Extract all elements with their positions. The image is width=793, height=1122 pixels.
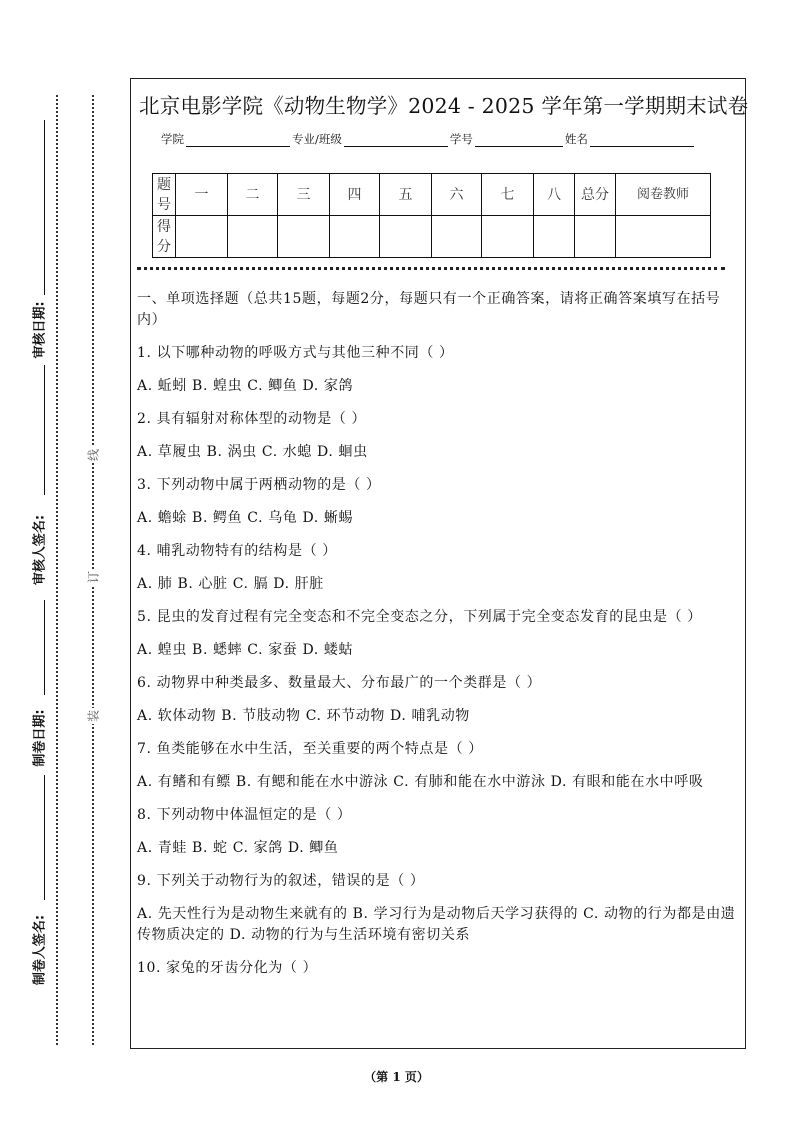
review-date-line (44, 120, 45, 295)
answer-options: A. 草履虫 B. 涡虫 C. 水螅 D. 蛔虫 (137, 444, 368, 460)
make-date-line (44, 600, 45, 695)
answer-options: A. 肺 B. 心脏 C. 膈 D. 肝脏 (137, 576, 324, 592)
row-label-question: 题号 (153, 174, 176, 216)
binding-dotted-line-outer (56, 95, 58, 1045)
field-label-major: 专业/班级 (292, 132, 342, 146)
answer-options: A. 软体动物 B. 节肢动物 C. 环节动物 D. 哺乳动物 (137, 708, 470, 724)
questions-section (137, 289, 741, 991)
make-date-label: 制卷日期: (32, 709, 48, 767)
score-cell[interactable] (380, 216, 432, 258)
answer-options: A. 青蛙 B. 蛇 C. 家鸽 D. 鲫鱼 (137, 840, 339, 856)
col-header: 四 (330, 174, 380, 216)
score-cell[interactable] (278, 216, 330, 258)
major-input[interactable] (344, 132, 448, 147)
score-cell[interactable] (534, 216, 575, 258)
question-text: 7. 鱼类能够在水中生活，至关重要的两个特点是（ ） (137, 741, 483, 757)
field-label-college: 学院 (161, 132, 184, 146)
col-header: 一 (176, 174, 228, 216)
review-date-label: 审核日期: (32, 301, 48, 359)
score-cell[interactable] (575, 216, 616, 258)
reviewer-sign-label: 审核人签名: (32, 514, 48, 586)
answer-options: A. 蟾蜍 B. 鳄鱼 C. 乌龟 D. 蜥蜴 (137, 510, 354, 526)
question-text: 4. 哺乳动物特有的结构是（ ） (137, 543, 337, 559)
col-header: 五 (380, 174, 432, 216)
question-text: 6. 动物界中种类最多、数量最大、分布最广的一个类群是（ ） (137, 675, 542, 691)
score-cell[interactable] (228, 216, 278, 258)
question-text: 8. 下列动物中体温恒定的是（ ） (137, 807, 352, 823)
score-cell[interactable] (432, 216, 482, 258)
score-table (152, 173, 711, 258)
col-header: 六 (432, 174, 482, 216)
question-text: 2. 具有辐射对称体型的动物是（ ） (137, 411, 367, 427)
maker-sign-label: 制卷人签名: (32, 914, 48, 986)
score-cell[interactable] (482, 216, 534, 258)
row-label-score: 得分 (153, 216, 176, 258)
col-header: 阅卷教师 (616, 174, 711, 216)
student-id-input[interactable] (475, 132, 563, 147)
score-table-score-row (153, 216, 711, 258)
exam-frame (130, 78, 749, 1049)
answer-options: A. 先天性行为是动物生来就有的 B. 学习行为是动物后天学习获得的 C. 动物的行为都是由遗传物质决定的 D. 动物的行为与生活环境有密切关系 (137, 906, 736, 943)
score-cell[interactable] (616, 216, 711, 258)
section-heading: 一、单项选择题（总共15题，每题2分，每题只有一个正确答案，请将正确答案填写在括号内） (137, 291, 721, 328)
col-header: 七 (482, 174, 534, 216)
college-input[interactable] (186, 132, 290, 147)
score-cell[interactable] (330, 216, 380, 258)
question-text: 3. 下列动物中属于两栖动物的是（ ） (137, 477, 381, 493)
field-label-name: 姓名 (564, 132, 588, 146)
binding-char-xian: 线 (86, 448, 101, 462)
question-text: 5. 昆虫的发育过程有完全变态和不完全变态之分，下列属于完全变态发育的昆虫是（ ） (137, 609, 702, 625)
reviewer-sign-line (44, 365, 45, 495)
answer-options: A. 蚯蚓 B. 蝗虫 C. 鲫鱼 D. 家鸽 (137, 378, 354, 394)
answer-options: A. 蝗虫 B. 蟋蟀 C. 家蚕 D. 蝼蛄 (137, 642, 354, 658)
question-text: 10. 家兔的牙齿分化为（ ） (137, 960, 318, 976)
answer-options: A. 有鳍和有鳔 B. 有鳃和能在水中游泳 C. 有肺和能在水中游泳 D. 有眼和能在水中呼吸 (137, 774, 704, 790)
score-table-header-row (153, 174, 711, 216)
header-divider (137, 267, 725, 270)
page-number: （第 1 页） (364, 1070, 429, 1084)
col-header: 总分 (575, 174, 616, 216)
exam-title: 北京电影学院《动物生物学》2024 - 2025 学年第一学期期末试卷 (139, 94, 749, 118)
col-header: 二 (228, 174, 278, 216)
score-cell[interactable] (176, 216, 228, 258)
name-input[interactable] (590, 132, 694, 147)
col-header: 三 (278, 174, 330, 216)
binding-char-ding: 订 (86, 570, 101, 584)
col-header: 八 (534, 174, 575, 216)
question-text: 1. 以下哪种动物的呼吸方式与其他三种不同（ ） (137, 345, 454, 361)
field-label-id: 学号 (449, 132, 473, 146)
student-info-fields (161, 131, 696, 147)
binding-char-zhuang: 装 (86, 709, 101, 723)
question-text: 9. 下列关于动物行为的叙述，错误的是（ ） (137, 873, 425, 889)
maker-sign-line (44, 775, 45, 900)
